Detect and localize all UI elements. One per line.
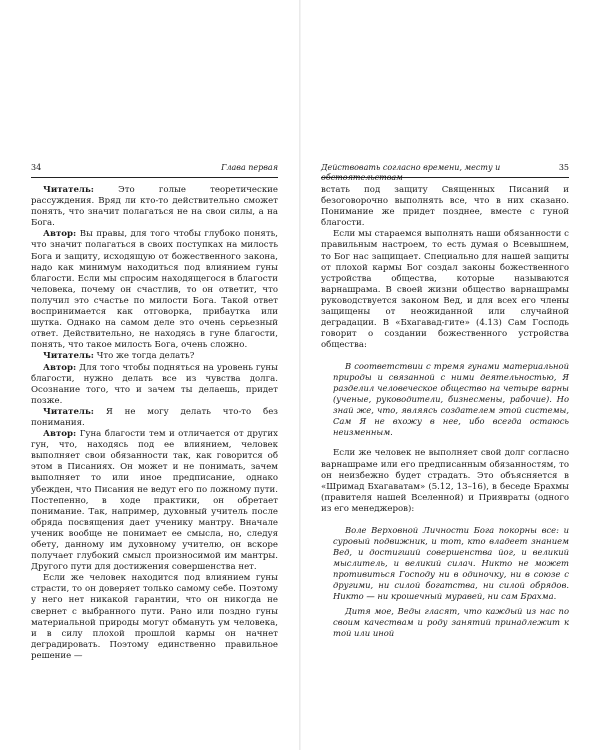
chapter-title: Глава первая bbox=[221, 163, 278, 172]
block-quote bbox=[333, 525, 569, 639]
paragraph: Если же человек не выполняет свой долг согласно варнашраме или его предписанным обязанностям, то он неизбежно будет страдать. Это объясняется в «Шримад Бхагаватам» (5.12, 13–16), в беседе Брахмы (правителя нашей Вселенной) и Приявраты (одного из его менеджеров): bbox=[321, 448, 569, 514]
paragraph: Читатель: Это голые теоретические рассуждения. Вряд ли кто-то действительно сможет понять, что значит полагаться не на свои силы, а на Бога. bbox=[31, 185, 278, 229]
right-page bbox=[321, 163, 569, 649]
page-number-right: 35 bbox=[558, 163, 569, 172]
quote-text: Воле Верховной Личности Бога покорны все: и суровый подвижник, и тот, кто владеет знанием Вед, и достигший совершенства йог, и великий мыслитель, и великий силач. Никто не может противиться Господу ни в одиночку, ни в союзе с другими, ни силой богатства, ни силой обрядов. Никто — ни крошечный муравей, ни сам Брахма. bbox=[333, 524, 569, 601]
paragraph: Автор: Вы правы, для того чтобы глубоко понять, что значит полагаться в своих поступках на милость Бога и защиту, исходящую от божественного закона, надо как минимум находиться под влиянием гуны благости. Если мы спросим находящегося в благости человека, почему он счастлив, то он ответит, что получил это счастье по милости Бога. Такой ответ воспринимается как отговорка, прибаутка или шутка. Однако на самом деле это очень серьезный ответ. Действительно, не находясь в гуне благости, понять, что такое милость Бога, очень сложно. bbox=[31, 229, 278, 351]
paragraph: Читатель: Что же тогда делать? bbox=[43, 351, 195, 362]
paragraph: встать под защиту Священных Писаний и безоговорочно выполнять все, что в них сказано. Понимание же придет позднее, вместе с гуной благости. bbox=[321, 185, 569, 229]
section-title: Действовать согласно времени, месту и обстоятельствам bbox=[321, 163, 501, 182]
paragraph: Если же человек находится под влиянием гуны страсти, то он доверяет только самому себе. Поэтому у него нет никакой гарантии, что он никогда не свернет с выбранного пути. Рано или поздно гуны материальной природы могут обмануть ум человека, и в силу плохой прошлой кармы он начнет деградировать. Поэтому единственно правильное решение — bbox=[31, 573, 278, 661]
right-running-head bbox=[321, 163, 569, 182]
left-running-head bbox=[31, 163, 278, 178]
book-gutter bbox=[299, 0, 301, 750]
left-page bbox=[31, 163, 278, 662]
quote-text: Дитя мое, Веды гласят, что каждый из нас по своим качествам и роду занятий принадлежит к той или иной bbox=[333, 605, 569, 638]
quote-text: В соответствии с тремя гунами материальной природы и связанной с ними деятельностью, Я разделил человеческое общество на четыре варны (ученые, руководители, бизнесмены, рабочие). Но знай же, что, являясь создателем этой системы, Сам Я не вхожу в нее, ибо всегда остаюсь неизменным. bbox=[333, 361, 569, 438]
paragraph: Автор: Гуна благости тем и отличается от других гун, что, находясь под ее влиянием, человек выполняет свои обязанности так, как говорится об этом в Писаниях. Он может и не понимать, зачем выполняет то или иное предписание, однако убежден, что Писания не ведут его по ложному пути. Постепенно, в ходе практики, он обретает понимание. Так, например, духовный учитель после обряда посвящения дает ученику мантру. Вначале ученик вообще не понимает ее смысла, но, следуя обету, данному им духовному учителю, он вскоре получает глубокий смысл произносимой им мантры. Другого пути для достижения совершенства нет. bbox=[31, 429, 278, 573]
right-body bbox=[321, 185, 569, 639]
page-number-left: 34 bbox=[31, 163, 42, 172]
paragraph: Если мы стараемся выполнять наши обязанности с правильным настроем, то есть думая о Всевышнем, то Бог нас защищает. Специально для нашей защиты от плохой кармы Бог создал законы божественного устройства общества, которые называются варнашрама. В своей жизни общество варнашрамы руководствуется законом Вед, и для всех его члены защищены от неожиданной или случайной деградации. В «Бхагавад-гите» (4.13) Сам Господь говорит о создании божественного устройства общества: bbox=[321, 229, 569, 351]
paragraph: Читатель: Я не могу делать что-то без понимания. bbox=[31, 406, 278, 428]
paragraph: Автор: Для того чтобы подняться на уровень гуны благости, нужно делать все из чувства долга. Осознание того, что и зачем ты делаешь, придет позже. bbox=[31, 362, 278, 406]
left-body bbox=[31, 185, 278, 662]
block-quote bbox=[333, 361, 569, 438]
